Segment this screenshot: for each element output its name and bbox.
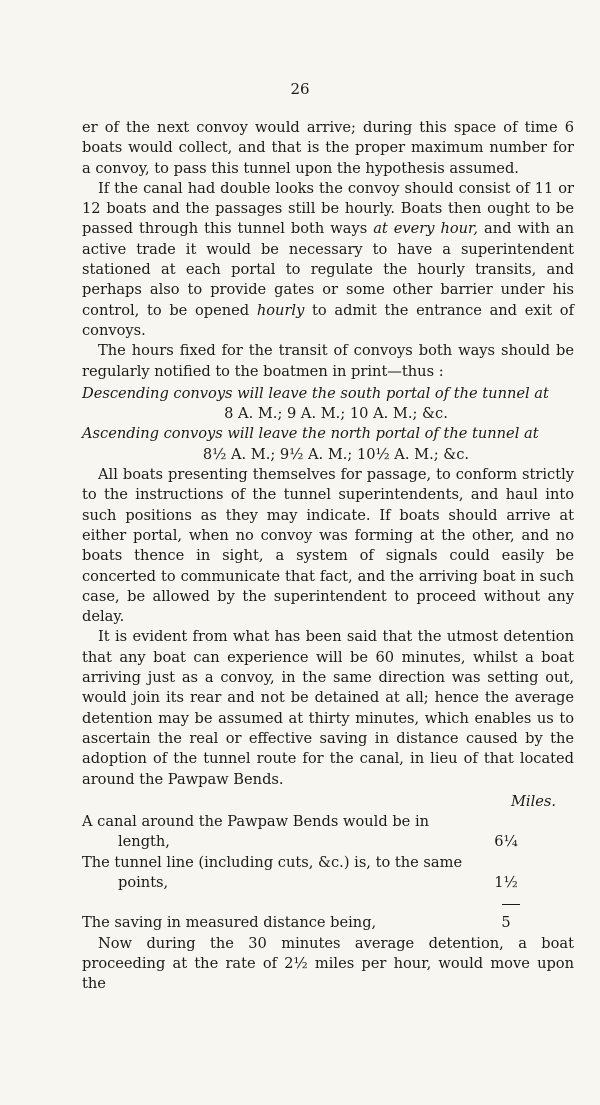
distance-row-label-line-1: The tunnel line (including cuts, &c.) is, to the same [82, 853, 463, 871]
distance-row-label-line-2: length, [118, 833, 170, 851]
distance-total-value: 5 [501, 914, 511, 932]
subtraction-rule [502, 904, 520, 905]
paragraph-continuation: er of the next convoy would arrive; during this space of time 6 boats would collect, and that is the proper maximum number for a convoy, to pass this tunnel upon the hypothesis assumed. [82, 119, 574, 177]
paragraph-boats-conform: All boats presenting themselves for passage, to conform strictly to the instructions of the tunnel superintendents, and haul into such positions as they may indicate. If boats should arrive at either portal, when no convoy was forming at the other, and no boats thence in sight, a system of signals could easily be concerted to communicate that fact, and the arriving boat in such case, be allowed by the superintendent to proceed without any delay. [82, 466, 574, 626]
distance-row-label [82, 853, 482, 894]
distance-row-label-line-2: points, [118, 873, 169, 891]
para-2-text-b: and with an active trade it would be necessary to have a superintendent stationed at each portal to regulate the hourly transits, and perhaps also to provide gates or some other barrier under his control, to be opened [82, 220, 574, 319]
page-number: 26 [290, 80, 310, 98]
ascending-schedule-times: 8½ A. M.; 9½ A. M.; 10½ A. M.; &c. [202, 445, 470, 463]
distance-row-tunnel [82, 853, 574, 894]
distance-row-value: 6¼ [494, 833, 518, 851]
distance-total-row [82, 913, 574, 933]
distance-row-value: 1½ [494, 873, 518, 891]
distance-row-label [82, 812, 482, 853]
convoy-schedule [82, 384, 574, 465]
para-2-emphasis-every-hour: at every hour, [373, 220, 479, 238]
paragraph-hours-notice: The hours fixed for the transit of convoys both ways should be regularly notified to the boatmen in print—thus : [82, 342, 574, 380]
distance-row-canal [82, 812, 574, 853]
distance-total-label: The saving in measured distance being, [82, 914, 377, 932]
descending-schedule-times: 8 A. M.; 9 A. M.; 10 A. M.; &c. [224, 405, 448, 423]
descending-schedule-line: Descending convoys will leave the south portal of the tunnel at [82, 384, 549, 402]
ascending-schedule-line: Ascending convoys will leave the north portal of the tunnel at [82, 425, 539, 443]
body-text [82, 118, 574, 994]
paragraph-detention: It is evident from what has been said that the utmost detention that any boat can experience will be 60 minutes, whilst a boat arriving just as a convoy, in the same direction was setting out, would join its rear and not be detained at all; hence the average detention may be assumed at thirty minutes, which enables us to ascertain the real or effective saving in distance caused by the adoption of the tunnel route for the canal, in lieu of that located around the Pawpaw Bends. [82, 628, 574, 788]
miles-column-header: Miles. [510, 792, 556, 810]
distance-table [82, 792, 574, 934]
para-2-text-a: If the canal had double looks the convoy should consist of 11 or 12 boats and the passages still be hourly. Boats then ought to be passed through this tunnel both ways [82, 179, 574, 238]
distance-row-label-line-1: A canal around the Pawpaw Bends would be in [82, 813, 430, 831]
para-2-emphasis-hourly: hourly [256, 301, 305, 319]
para-2-text-c: to admit the entrance and exit of convoys. [82, 301, 574, 339]
paragraph-double-locks [82, 179, 574, 341]
paragraph-average-detention: Now during the 30 minutes average detention, a boat proceeding at the rate of 2½ miles per hour, would move upon the [82, 934, 574, 993]
